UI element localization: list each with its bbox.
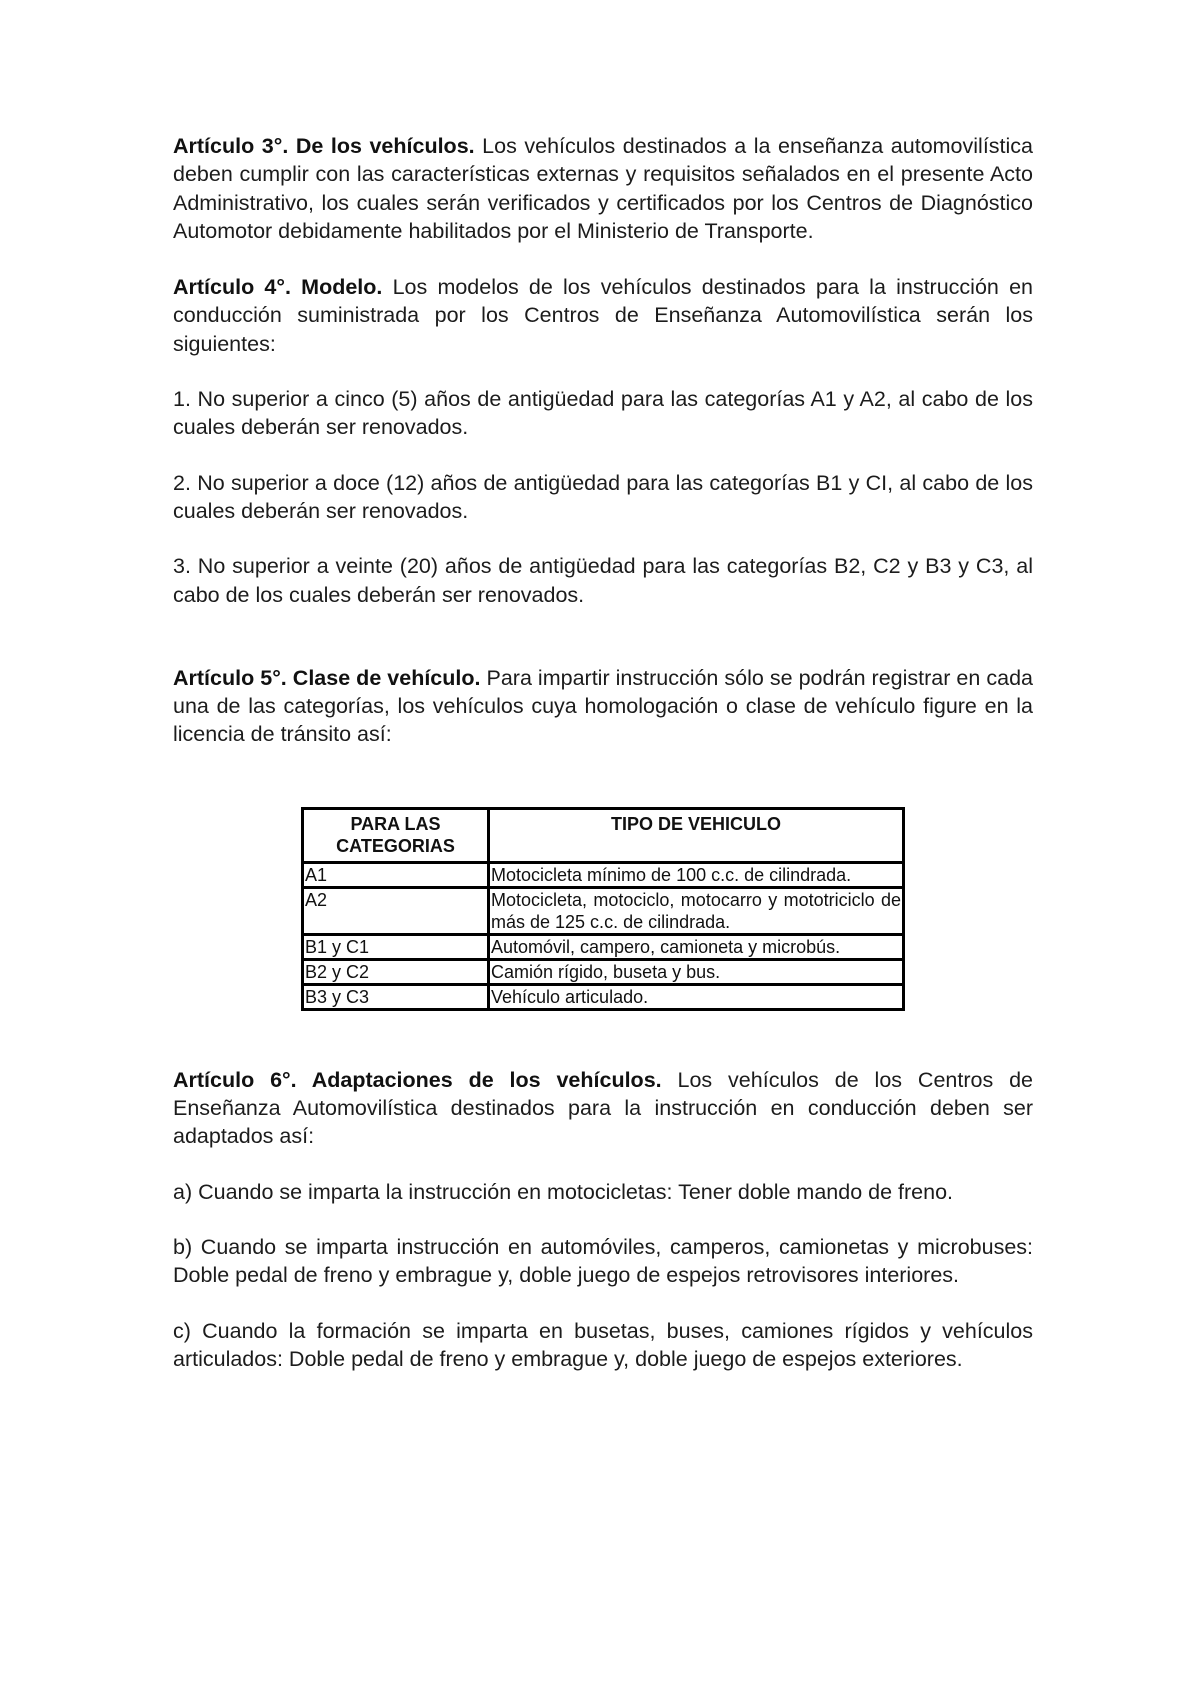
article-3-heading: Artículo 3°. De los vehículos. bbox=[173, 134, 475, 158]
table-row bbox=[303, 887, 904, 934]
article-5-heading: Artículo 5°. Clase de vehículo. bbox=[173, 665, 481, 690]
article-6 bbox=[173, 1066, 1033, 1151]
table-row bbox=[303, 984, 904, 1009]
article-5-text: Para impartir instrucción sólo se podrán registrar en cada una de las categorías, los vehículos cuya homologación o clase de vehículo figure en la licencia de tránsito así: bbox=[173, 665, 1033, 747]
article-4 bbox=[173, 273, 1033, 358]
article-6-heading: Artículo 6°. Adaptaciones de los vehículos. bbox=[173, 1067, 662, 1092]
article-6-text: Los vehículos de los Centros de Enseñanza Automovilística destinados para la instrucción en conducción deben ser adaptados así: bbox=[173, 1067, 1033, 1149]
category-cell: A2 bbox=[303, 887, 489, 934]
article-5 bbox=[173, 664, 1033, 749]
article-4-heading: Artículo 4°. Modelo. bbox=[173, 275, 383, 300]
vehicle-type-cell: Motocicleta mínimo de 100 c.c. de cilindrada. bbox=[489, 862, 904, 887]
document-page bbox=[173, 132, 1033, 1373]
table-header-row bbox=[303, 808, 904, 862]
header-categories: PARA LAS CATEGORIAS bbox=[303, 808, 489, 862]
category-cell: B2 y C2 bbox=[303, 959, 489, 984]
article-3-text: Los vehículos destinados a la enseñanza automovilística deben cumplir con las características externas y requisitos señalados en el presente Acto Administrativo, los cuales serán verificados y certificados por los Centros de Diagnóstico Automotor debidamente habilitados por el Ministerio de Transporte. bbox=[173, 134, 1034, 243]
article-4-text: Los modelos de los vehículos destinados para la instrucción en conducción suministrada por los Centros de Enseñanza Automovilística serán los siguientes: bbox=[173, 275, 1033, 356]
table-row bbox=[303, 934, 904, 959]
article-6-item-b: b) Cuando se imparta instrucción en automóviles, camperos, camionetas y microbuses: Doble pedal de freno y embrague y, doble juego de espejos retrovisores interiores. bbox=[173, 1234, 1033, 1288]
article-4-item-2: 2. No superior a doce (12) años de antigüedad para las categorías B1 y CI, al cabo de los cuales deberán ser renovados. bbox=[173, 470, 1033, 523]
vehicle-type-cell: Motocicleta, motociclo, motocarro y mototriciclo de más de 125 c.c. de cilindrada. bbox=[489, 887, 904, 934]
category-cell: B3 y C3 bbox=[303, 984, 489, 1009]
article-6-item-a: a) Cuando se imparta la instrucción en motocicletas: Tener doble mando de freno. bbox=[173, 1179, 954, 1204]
table-row bbox=[303, 959, 904, 984]
article-3 bbox=[173, 132, 1033, 245]
category-cell: B1 y C1 bbox=[303, 934, 489, 959]
vehicle-category-table-wrapper bbox=[301, 807, 905, 1011]
table-row bbox=[303, 862, 904, 887]
article-4-item-3: 3. No superior a veinte (20) años de antigüedad para las categorías B2, C2 y B3 y C3, al cabo de los cuales deberán ser renovados. bbox=[173, 554, 1033, 607]
article-4-item-1: 1. No superior a cinco (5) años de antigüedad para las categorías A1 y A2, al cabo de los cuales deberán ser renovados. bbox=[173, 387, 1033, 440]
vehicle-type-cell: Camión rígido, buseta y bus. bbox=[489, 959, 904, 984]
vehicle-type-cell: Vehículo articulado. bbox=[489, 984, 904, 1009]
vehicle-category-table bbox=[301, 807, 905, 1011]
header-vehicle-type: TIPO DE VEHICULO bbox=[489, 808, 904, 862]
vehicle-type-cell: Automóvil, campero, camioneta y microbús. bbox=[489, 934, 904, 959]
category-cell: A1 bbox=[303, 862, 489, 887]
article-6-item-c: c) Cuando la formación se imparta en busetas, buses, camiones rígidos y vehículos articulados: Doble pedal de freno y embrague y, doble juego de espejos exteriores. bbox=[173, 1318, 1033, 1371]
